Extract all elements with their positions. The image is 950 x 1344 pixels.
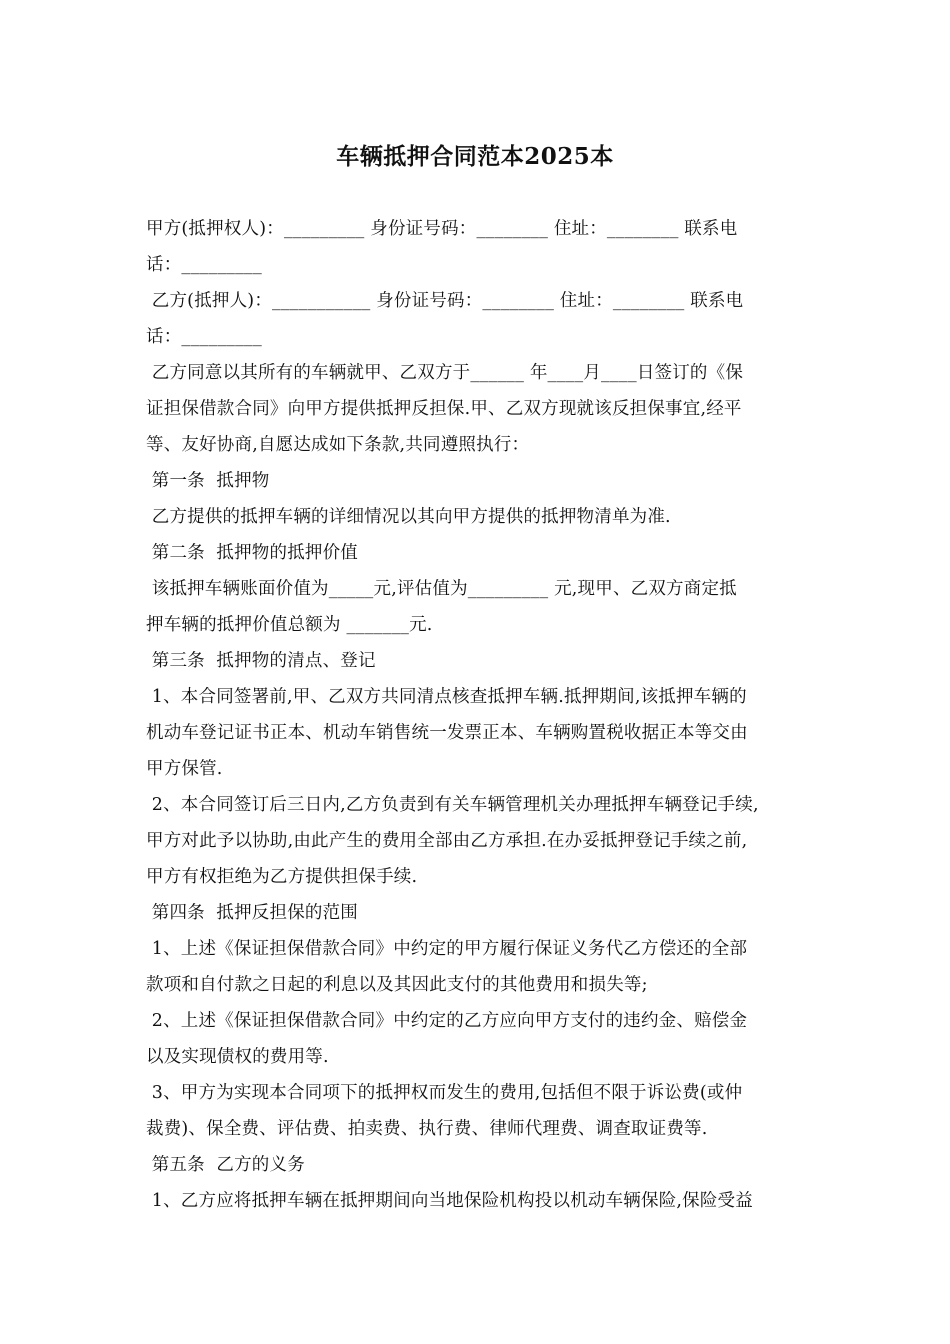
text-line: 甲方(抵押权人)：_________ 身份证号码：________ 住址：________ 联系电 <box>146 219 738 239</box>
text-line: 2、本合同签订后三日内,乙方负责到有关车辆管理机关办理抵押车辆登记手续, <box>146 795 759 815</box>
section-heading: 第二条 抵押物的抵押价值 <box>146 543 358 563</box>
text-line: 以及实现债权的费用等. <box>146 1047 329 1067</box>
text-line: 2、上述《保证担保借款合同》中约定的乙方应向甲方支付的违约金、赔偿金 <box>146 1011 748 1031</box>
text-line: 该抵押车辆账面价值为_____元,评估值为_________ 元,现甲、乙双方商定抵 <box>146 579 737 599</box>
text-line: 1、本合同签署前,甲、乙双方共同清点核查抵押车辆.抵押期间,该抵押车辆的 <box>146 687 747 707</box>
text-line: 话：_________ <box>146 327 262 347</box>
text-line: 证担保借款合同》向甲方提供抵押反担保.甲、乙双方现就该反担保事宜,经平 <box>146 399 742 419</box>
text-line: 机动车登记证书正本、机动车销售统一发票正本、车辆购置税收据正本等交由 <box>146 723 748 743</box>
text-line: 乙方提供的抵押车辆的详细情况以其向甲方提供的抵押物清单为准. <box>146 507 671 527</box>
text-line: 甲方有权拒绝为乙方提供担保手续. <box>146 867 418 887</box>
text-line: 押车辆的抵押价值总额为 _______元. <box>146 615 433 635</box>
section-heading: 第五条 乙方的义务 <box>146 1155 305 1175</box>
section-heading: 第四条 抵押反担保的范围 <box>146 903 358 923</box>
section-heading: 第一条 抵押物 <box>146 471 270 491</box>
text-line: 3、甲方为实现本合同项下的抵押权而发生的费用,包括但不限于诉讼费(或仲 <box>146 1083 743 1103</box>
text-line: 1、上述《保证担保借款合同》中约定的甲方履行保证义务代乙方偿还的全部 <box>146 939 748 959</box>
text-line: 乙方(抵押人)：___________ 身份证号码：________ 住址：________ 联系电 <box>146 291 744 311</box>
text-line: 等、友好协商,自愿达成如下条款,共同遵照执行： <box>146 435 530 455</box>
text-line: 乙方同意以其所有的车辆就甲、乙双方于______ 年____月____日签订的《保 <box>146 363 744 383</box>
text-line: 1、乙方应将抵押车辆在抵押期间向当地保险机构投以机动车辆保险,保险受益 <box>146 1191 753 1211</box>
document-title: 车辆抵押合同范本2025本 <box>336 143 614 170</box>
text-line: 甲方保管. <box>146 759 223 779</box>
text-line: 甲方对此予以协助,由此产生的费用全部由乙方承担.在办妥抵押登记手续之前, <box>146 831 748 851</box>
text-line: 裁费)、保全费、评估费、拍卖费、执行费、律师代理费、调查取证费等. <box>146 1119 708 1139</box>
section-heading: 第三条 抵押物的清点、登记 <box>146 651 376 671</box>
text-line: 话：_________ <box>146 255 262 275</box>
text-line: 款项和自付款之日起的利息以及其因此支付的其他费用和损失等; <box>146 975 648 995</box>
